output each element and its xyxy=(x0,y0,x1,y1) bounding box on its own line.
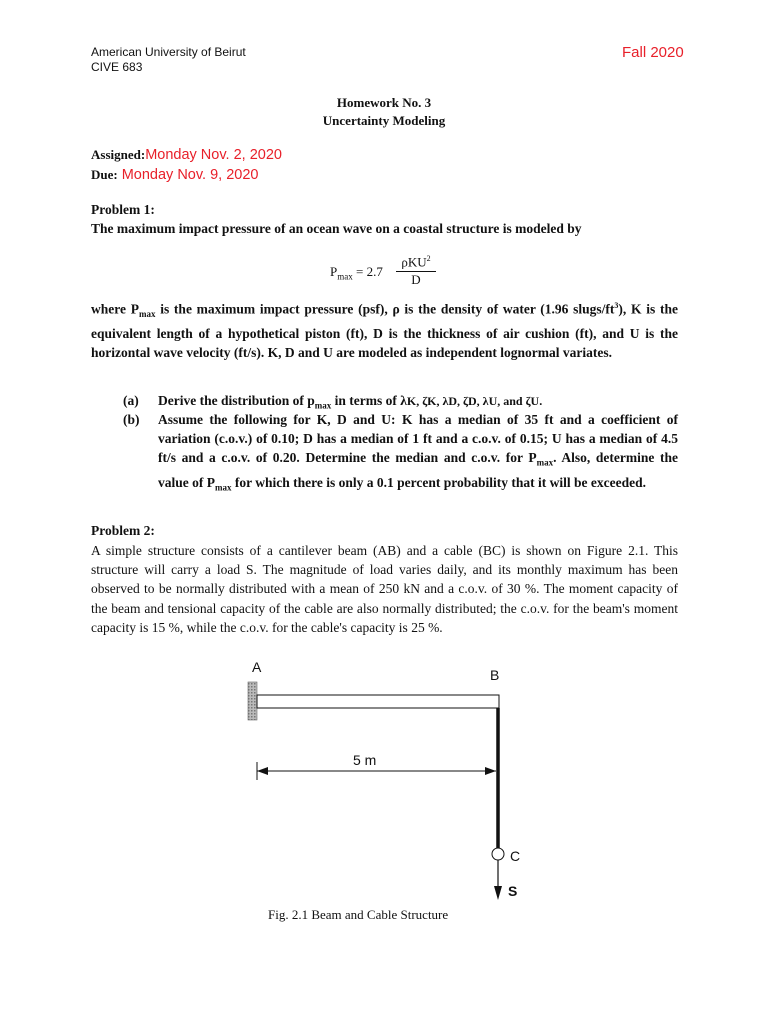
assigned-label: Assigned: xyxy=(91,147,146,162)
homework-title: Homework No. 3 xyxy=(336,95,432,110)
beam-ab xyxy=(257,695,499,708)
due-label: Due: xyxy=(91,167,118,182)
item-b-marker: (b) xyxy=(123,412,140,427)
header-university-block xyxy=(91,45,246,75)
item-a-params: K, ζK, λD, ζD, λU, and ζU. xyxy=(406,394,543,408)
item-a-start: Derive the distribution of p xyxy=(158,393,315,408)
assigned-row xyxy=(91,146,282,164)
homework-subtitle: Uncertainty Modeling xyxy=(322,113,446,128)
item-a-sub: max xyxy=(314,400,332,411)
problem1-item-a xyxy=(91,391,678,411)
problem1-intro: The maximum impact pressure of an ocean wave on a coastal structure is modeled by xyxy=(91,221,582,236)
university-name: American University of Beirut xyxy=(91,45,246,59)
item-b-part1: Assume the following for K, D and U: K has a median of 35 ft and a coefficient of variation (c.o.v.) of 0.10; D has a median of 1 ft and a c.o.v. of 0.15; U has a median of 4.5 ft/s and a c.o.v. of 0.20. Determine the median and c.o.v. for P xyxy=(158,412,678,465)
formula-denominator: D xyxy=(411,272,421,288)
item-b-sub2: max xyxy=(215,482,232,493)
desc-part-c: ), K is the equivalent length of a hypothetical piston (ft), D is the thickness of air cushion (ft), and U is the horizontal wave velocity (ft/s). K, D and U are modeled as independent lognormal variates. xyxy=(91,301,678,361)
problem2-text: A simple structure consists of a cantilever beam (AB) and a cable (BC) is shown on Figure 2.1. This structure will carry a load S. The magnitude of load varies daily, and its monthly maximum has been observed to be normally distributed with a mean of 250 kN and a c.o.v. of 30 %. The moment capacity of the beam and tensional capacity of the cable are also normally distributed; the c.o.v. for the beam's moment capacity is 15 %, while the c.o.v. for the cable's capacity is 25 %. xyxy=(91,543,678,635)
due-row xyxy=(91,166,258,184)
desc-sup-3: 3 xyxy=(614,301,619,310)
due-date: Monday Nov. 9, 2020 xyxy=(121,167,259,183)
desc-part-b: is the maximum impact pressure (psf), ρ is the density of water (1.96 slugs/ft xyxy=(155,301,615,317)
item-b-sub1: max xyxy=(536,457,554,468)
item-b-part2: . Also, determine the value of P xyxy=(158,450,678,490)
item-b-text xyxy=(158,410,678,497)
problem1-heading: Problem 1: xyxy=(91,202,155,217)
load-arrowhead xyxy=(494,886,502,900)
formula-numerator: ρKU xyxy=(401,254,427,270)
hinge-c xyxy=(492,848,504,860)
dimension-arrow-right xyxy=(485,767,496,775)
item-b-part3: for which there is only a 0.1 percent probability that it will be exceeded. xyxy=(231,474,646,490)
course-code: CIVE 683 xyxy=(91,60,143,74)
term-label: Fall 2020 xyxy=(622,44,684,61)
formula-numerator-sup: 2 xyxy=(426,254,431,263)
wall-support xyxy=(248,682,257,720)
formula-lhs: P xyxy=(330,264,338,279)
item-a-end: in terms of λ xyxy=(331,393,407,408)
label-b: B xyxy=(490,667,500,683)
assigned-date: Monday Nov. 2, 2020 xyxy=(145,147,282,163)
formula-equals: = 2.7 xyxy=(355,264,383,279)
desc-sub-max: max xyxy=(138,309,156,320)
dimension-arrow-left xyxy=(257,767,268,775)
beam-cable-figure xyxy=(230,650,550,910)
label-a: A xyxy=(252,659,262,675)
dimension-label: 5 m xyxy=(353,752,377,768)
label-s: S xyxy=(508,883,518,899)
figure-caption: Fig. 2.1 Beam and Cable Structure xyxy=(268,907,449,922)
problem2-heading: Problem 2: xyxy=(91,523,155,538)
problem1-description xyxy=(91,296,678,362)
formula-lhs-sub: max xyxy=(337,271,353,282)
item-a-marker: (a) xyxy=(123,393,139,408)
label-c: C xyxy=(510,848,521,864)
problem1-item-b xyxy=(91,410,678,510)
desc-part-a: where P xyxy=(91,301,139,317)
